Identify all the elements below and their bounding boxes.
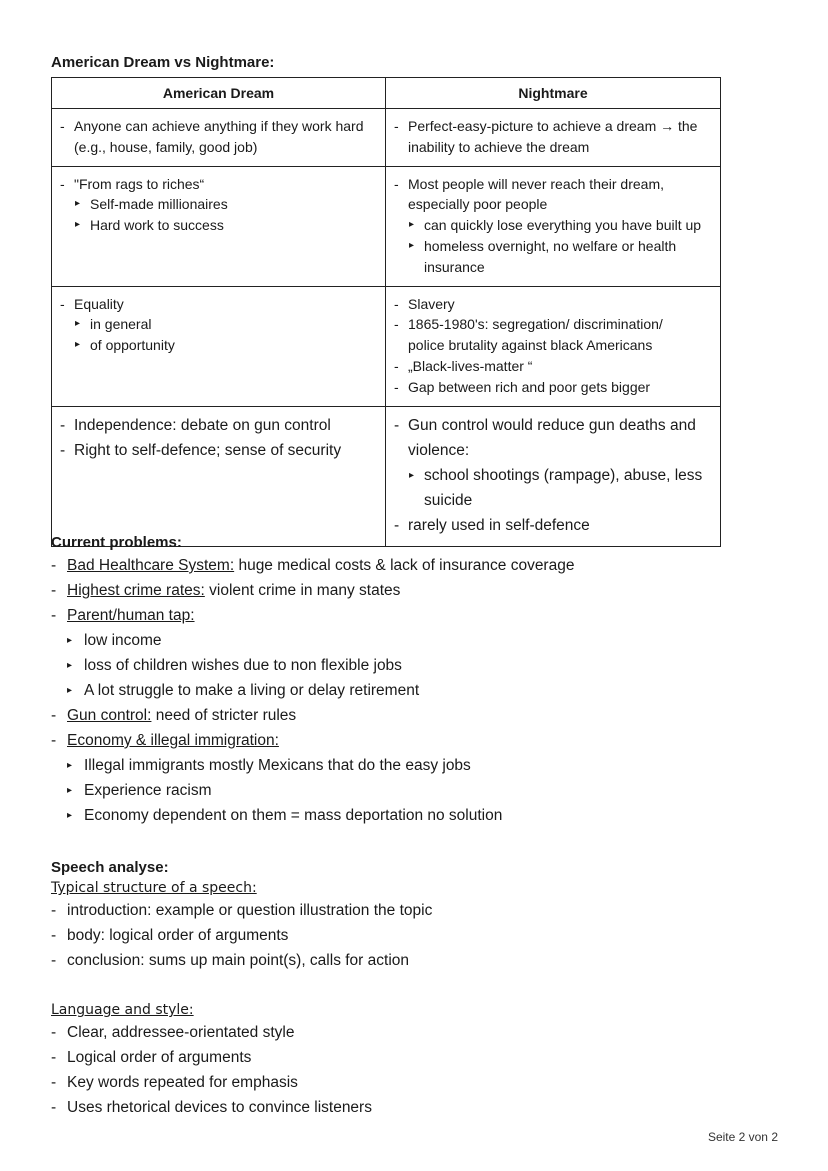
header-nightmare: Nightmare — [386, 78, 721, 109]
cell-subline: insurance — [424, 258, 485, 275]
list-subitem — [51, 803, 791, 828]
item-label: Economy & illegal immigration: — [67, 732, 279, 749]
dash-marker: - — [51, 902, 57, 919]
list-item — [51, 703, 791, 728]
cell-line: police brutality against black Americans — [408, 337, 653, 354]
triangle-bullet-icon: ▸ — [75, 219, 81, 231]
item-label: Parent/human tap: — [67, 607, 195, 624]
dash-marker: - — [394, 357, 399, 374]
cell-line: Independence: debate on gun control — [74, 416, 331, 434]
list-subitem — [51, 678, 791, 703]
table-row — [52, 166, 721, 286]
header-american-dream: American Dream — [52, 78, 386, 109]
triangle-bullet-icon: ▸ — [75, 339, 81, 351]
list-item — [51, 923, 791, 948]
nightmare-cell — [386, 109, 721, 167]
cell-line: violence: — [408, 441, 470, 459]
dash-marker: - — [60, 441, 66, 459]
cell-subline: of opportunity — [90, 337, 175, 354]
dash-marker: - — [51, 927, 57, 944]
item-label: Bad Healthcare System: — [67, 557, 235, 574]
triangle-bullet-icon: ▸ — [75, 198, 81, 210]
cell-line: especially poor people — [408, 196, 548, 213]
triangle-bullet-icon: ▸ — [67, 660, 73, 671]
cell-line: Most people will never reach their dream, — [408, 175, 665, 192]
current-problems-heading: Current problems: — [51, 534, 182, 551]
subitem-text: Experience racism — [84, 782, 212, 799]
subitem-text: low income — [84, 632, 162, 649]
dream-cell — [52, 109, 386, 167]
dream-cell — [52, 166, 386, 286]
list-subitem — [51, 628, 791, 653]
item-text: huge medical costs & lack of insurance coverage — [234, 557, 575, 574]
item-text: Clear, addressee-orientated style — [67, 1024, 295, 1041]
triangle-bullet-icon: ▸ — [409, 219, 415, 231]
dash-marker: - — [51, 707, 57, 724]
list-item — [51, 1020, 791, 1045]
current-problems-section — [51, 533, 791, 828]
dash-marker: - — [51, 1049, 57, 1066]
item-text: violent crime in many states — [204, 582, 401, 599]
triangle-bullet-icon: ▸ — [409, 469, 415, 481]
dash-marker: - — [394, 516, 400, 534]
cell-line: Anyone can achieve anything if they work hard — [74, 118, 364, 134]
cell-subline: Hard work to success — [90, 217, 224, 234]
dash-marker: - — [51, 952, 57, 969]
item-text: Uses rhetorical devices to convince listeners — [67, 1099, 372, 1116]
item-text: introduction: example or question illustration the topic — [67, 902, 433, 919]
dash-marker: - — [394, 378, 399, 395]
dream-cell — [52, 286, 386, 406]
dash-marker: - — [51, 582, 57, 599]
comparison-table — [51, 77, 721, 547]
page-title: American Dream vs Nightmare: — [51, 54, 275, 71]
cell-line: inability to achieve the dream — [408, 138, 590, 155]
cell-line: "From rags to riches“ — [74, 175, 205, 192]
dash-marker: - — [394, 118, 399, 134]
dash-marker: - — [394, 175, 399, 192]
table-header-row — [52, 78, 721, 109]
dash-marker: - — [51, 1074, 57, 1091]
cell-line: Slavery — [408, 295, 455, 312]
list-item — [51, 948, 791, 973]
nightmare-cell — [386, 406, 721, 546]
dash-marker: - — [51, 1024, 57, 1041]
dash-marker: - — [394, 295, 399, 312]
list-item — [51, 1045, 791, 1070]
triangle-bullet-icon: ▸ — [75, 318, 81, 330]
dash-marker: - — [51, 607, 57, 624]
nightmare-cell — [386, 286, 721, 406]
dash-marker: - — [60, 118, 65, 134]
cell-subline: Self-made millionaires — [90, 196, 228, 213]
table-row — [52, 286, 721, 406]
speech-heading: Speech analyse: — [51, 859, 169, 876]
list-subitem — [51, 653, 791, 678]
item-label: Gun control: — [67, 707, 152, 724]
item-label: Highest crime rates: — [67, 582, 205, 599]
list-subitem — [51, 753, 791, 778]
cell-line: Right to self-defence; sense of security — [74, 441, 342, 459]
list-item — [51, 1095, 791, 1120]
dash-marker: - — [51, 1099, 57, 1116]
cell-line: Gun control would reduce gun deaths and — [408, 416, 696, 434]
list-item — [51, 1070, 791, 1095]
language-section — [51, 1000, 791, 1120]
table-row — [52, 109, 721, 167]
list-item — [51, 553, 791, 578]
triangle-bullet-icon: ▸ — [67, 685, 73, 696]
dash-marker: - — [51, 732, 57, 749]
list-item — [51, 578, 791, 603]
subitem-text: Illegal immigrants mostly Mexicans that do the easy jobs — [84, 757, 471, 774]
subitem-text: loss of children wishes due to non flexible jobs — [84, 657, 402, 674]
subitem-text: A lot struggle to make a living or delay retirement — [84, 682, 420, 699]
dash-marker: - — [51, 557, 57, 574]
cell-line: rarely used in self-defence — [408, 516, 590, 534]
list-subitem — [51, 778, 791, 803]
cell-subline: school shootings (rampage), abuse, less — [424, 466, 703, 484]
table-row — [52, 406, 721, 546]
structure-heading: Typical structure of a speech: — [51, 880, 257, 896]
cell-subline: suicide — [424, 491, 473, 509]
list-item — [51, 603, 791, 628]
dash-marker: - — [394, 316, 399, 333]
dash-marker: - — [394, 416, 400, 434]
cell-line: Perfect-easy-picture to achieve a dream → the — [408, 118, 698, 134]
cell-subline: in general — [90, 316, 152, 333]
subitem-text: Economy dependent on them = mass deportation no solution — [84, 807, 503, 824]
cell-line: Gap between rich and poor gets bigger — [408, 378, 651, 395]
cell-line: 1865-1980's: segregation/ discrimination/ — [408, 316, 663, 333]
item-text: need of stricter rules — [151, 707, 297, 724]
triangle-bullet-icon: ▸ — [67, 635, 73, 646]
triangle-bullet-icon: ▸ — [67, 785, 73, 796]
cell-line: (e.g., house, family, good job) — [74, 138, 258, 155]
nightmare-cell — [386, 166, 721, 286]
page-number: Seite 2 von 2 — [707, 1130, 778, 1144]
language-heading: Language and style: — [51, 1002, 194, 1018]
item-text: Key words repeated for emphasis — [67, 1074, 298, 1091]
triangle-bullet-icon: ▸ — [409, 239, 415, 251]
list-item — [51, 728, 791, 753]
cell-line: Equality — [74, 295, 124, 312]
speech-section — [51, 858, 791, 973]
cell-subline: can quickly lose everything you have built up — [424, 217, 702, 234]
cell-line: „Black-lives-matter “ — [408, 357, 533, 374]
dash-marker: - — [60, 295, 65, 312]
triangle-bullet-icon: ▸ — [67, 810, 73, 821]
item-text: Logical order of arguments — [67, 1049, 252, 1066]
item-text: conclusion: sums up main point(s), calls for action — [67, 952, 410, 969]
cell-subline: homeless overnight, no welfare or health — [424, 237, 677, 254]
list-item — [51, 898, 791, 923]
dream-cell — [52, 406, 386, 546]
triangle-bullet-icon: ▸ — [67, 760, 73, 771]
dash-marker: - — [60, 175, 65, 192]
dash-marker: - — [60, 416, 66, 434]
item-text: body: logical order of arguments — [67, 927, 289, 944]
